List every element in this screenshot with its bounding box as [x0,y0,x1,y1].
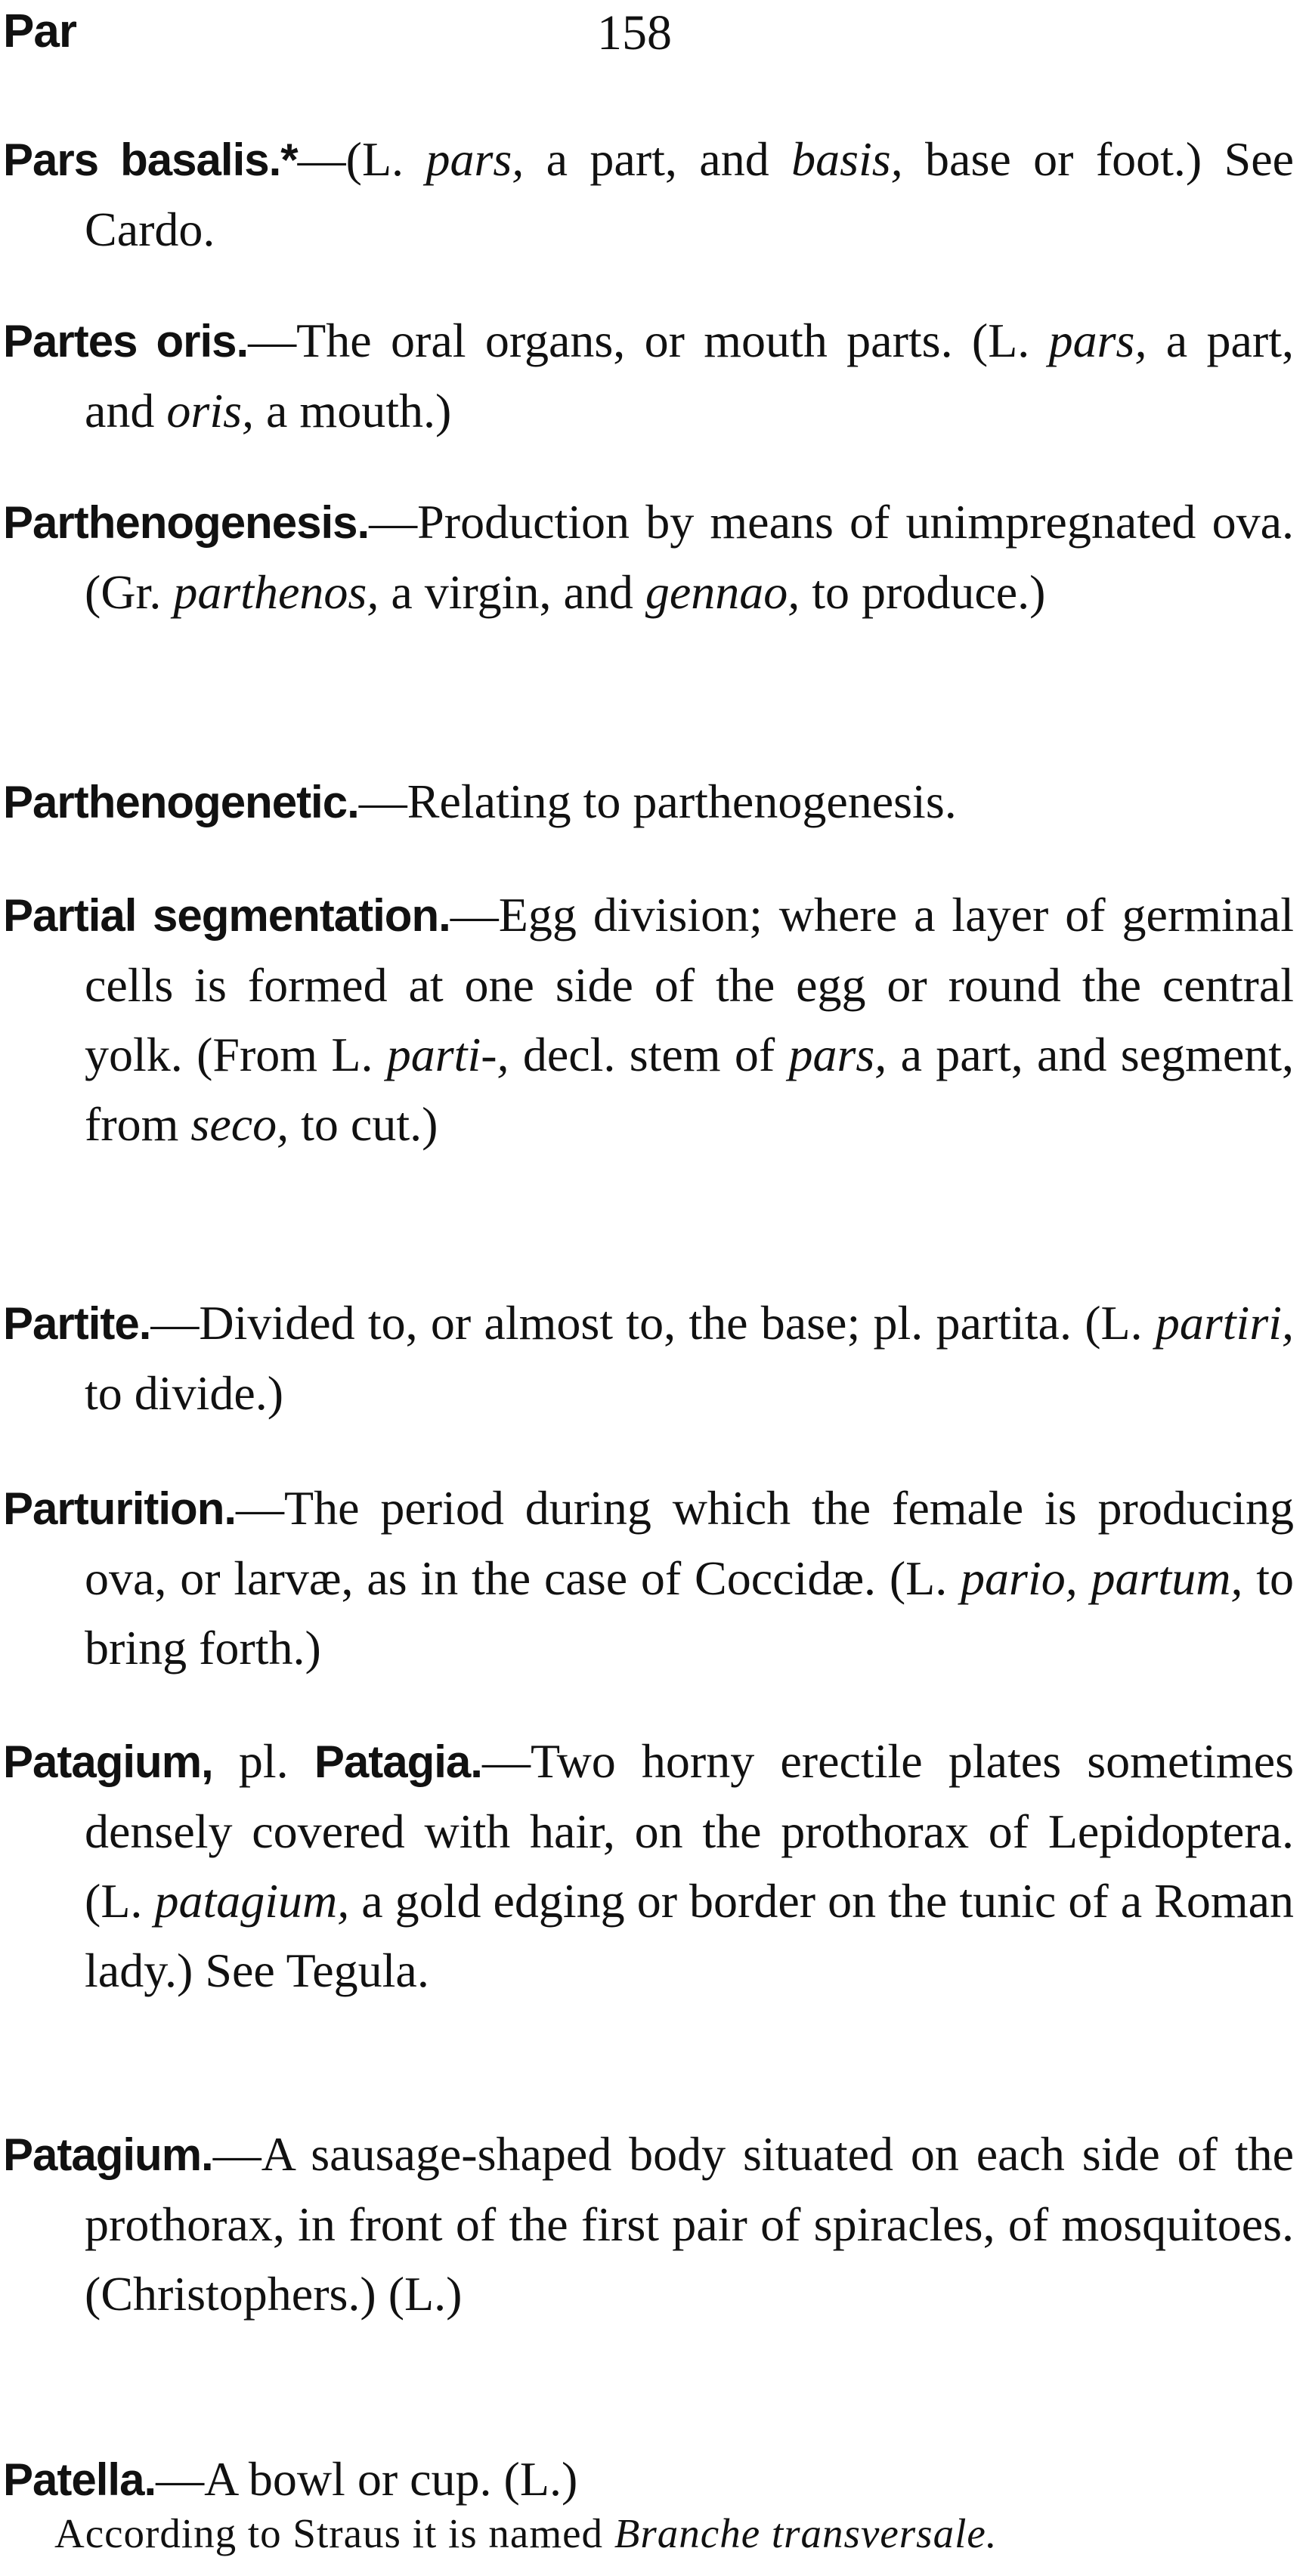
headword: Patella. [3,2454,156,2505]
etymon: parthenos, [173,565,379,619]
etymon: pars, [426,132,525,186]
etymon: parti-, [386,1028,509,1081]
entry-patella [0,2445,1294,2515]
entry-patagium-mosquito [0,2120,1294,2329]
entry-partite [0,1288,1294,1428]
definition-text: a part, and [85,314,1294,438]
page-number: 158 [597,5,672,60]
definition-text: decl. stem of [509,1028,789,1081]
entry-parthenogenesis [0,487,1294,627]
entry-parthenogenetic [0,767,1294,837]
footnote-italic: Branche transversale. [614,2510,998,2556]
definition-text: —A bowl or cup. (L.) [156,2452,578,2506]
definition-text: to produce.) [800,565,1046,619]
plural-label: pl. [212,1734,314,1788]
definition-text: —Relating to parthenogenesis. [358,775,957,828]
definition-text: —Production by means of unimpregnated ova. (Gr. [85,495,1294,619]
entry-partial-segmentation [0,880,1294,1159]
definition-text: to cut.) [289,1097,438,1151]
definition-text: a part, and segment, from [85,1028,1295,1151]
definition-text: —The oral organs, or mouth parts. (L. [248,314,1049,367]
etymon: oris, [166,384,254,438]
running-head: Par [3,5,76,57]
headword: Patagium, [3,1736,213,1787]
entry-pars-basalis [0,125,1294,264]
footnote [54,2507,1301,2560]
etymon: pars, [1048,314,1147,367]
etymon: pars, [788,1028,887,1081]
definition-text: —A sausage-shaped body situated on each side of the prothorax, in front of the first pair of spiracles, of mosquitoes. (Christophers.) (L.) [85,2127,1294,2321]
definition-text: to bring forth.) [85,1551,1295,1675]
headword: Parturition. [3,1483,237,1534]
page-header [0,0,1309,91]
etymon: partiri, [1155,1296,1294,1350]
etymon: pario, partum, [961,1551,1243,1605]
entry-partes-oris [0,306,1294,446]
headword: Partite. [3,1298,151,1349]
definition-text: a mouth.) [254,384,452,438]
entry-parturition [0,1474,1294,1683]
etymon: basis, [791,132,903,186]
definition-text: —Divided to, or almost to, the base; pl. partita. (L. [150,1296,1156,1350]
headword: Partes oris. [3,316,249,366]
definition-text: —Egg division; where a layer of germinal cells is formed at one side of the egg or round the central yolk. (From L. [85,888,1295,1081]
headword: Partial segmentation. [3,890,450,941]
definition-text: to divide.) [85,1366,284,1420]
definition-text: a part, and [524,132,792,186]
etymon: patagium, [154,1874,350,1928]
headword: Patagium. [3,2129,213,2180]
entry-patagium-plural [0,1727,1294,2005]
definition-text: —(L. [297,132,426,186]
etymon: gennao, [645,565,800,619]
headword: Parthenogenesis. [3,497,370,548]
definition-text: —The period during which the female is producing ova, or larvæ, as in the case of Coccidæ. (L. [85,1481,1294,1605]
definition-text: —Two horny erectile plates sometimes densely covered with hair, on the prothorax of Lepidoptera. (L. [85,1734,1295,1928]
definition-text: a gold edging or border on the tunic of a Roman lady.) See Tegula. [85,1874,1295,1997]
headword: Parthenogenetic. [3,777,359,827]
headword: Pars basalis.* [3,135,298,185]
definition-text: base or foot.) See Cardo. [85,132,1295,256]
headword-plural: Patagia. [314,1736,482,1787]
definition-text: a virgin, and [379,565,645,619]
footnote-text: According to Straus it is named [54,2510,614,2556]
etymon: seco, [190,1097,289,1151]
